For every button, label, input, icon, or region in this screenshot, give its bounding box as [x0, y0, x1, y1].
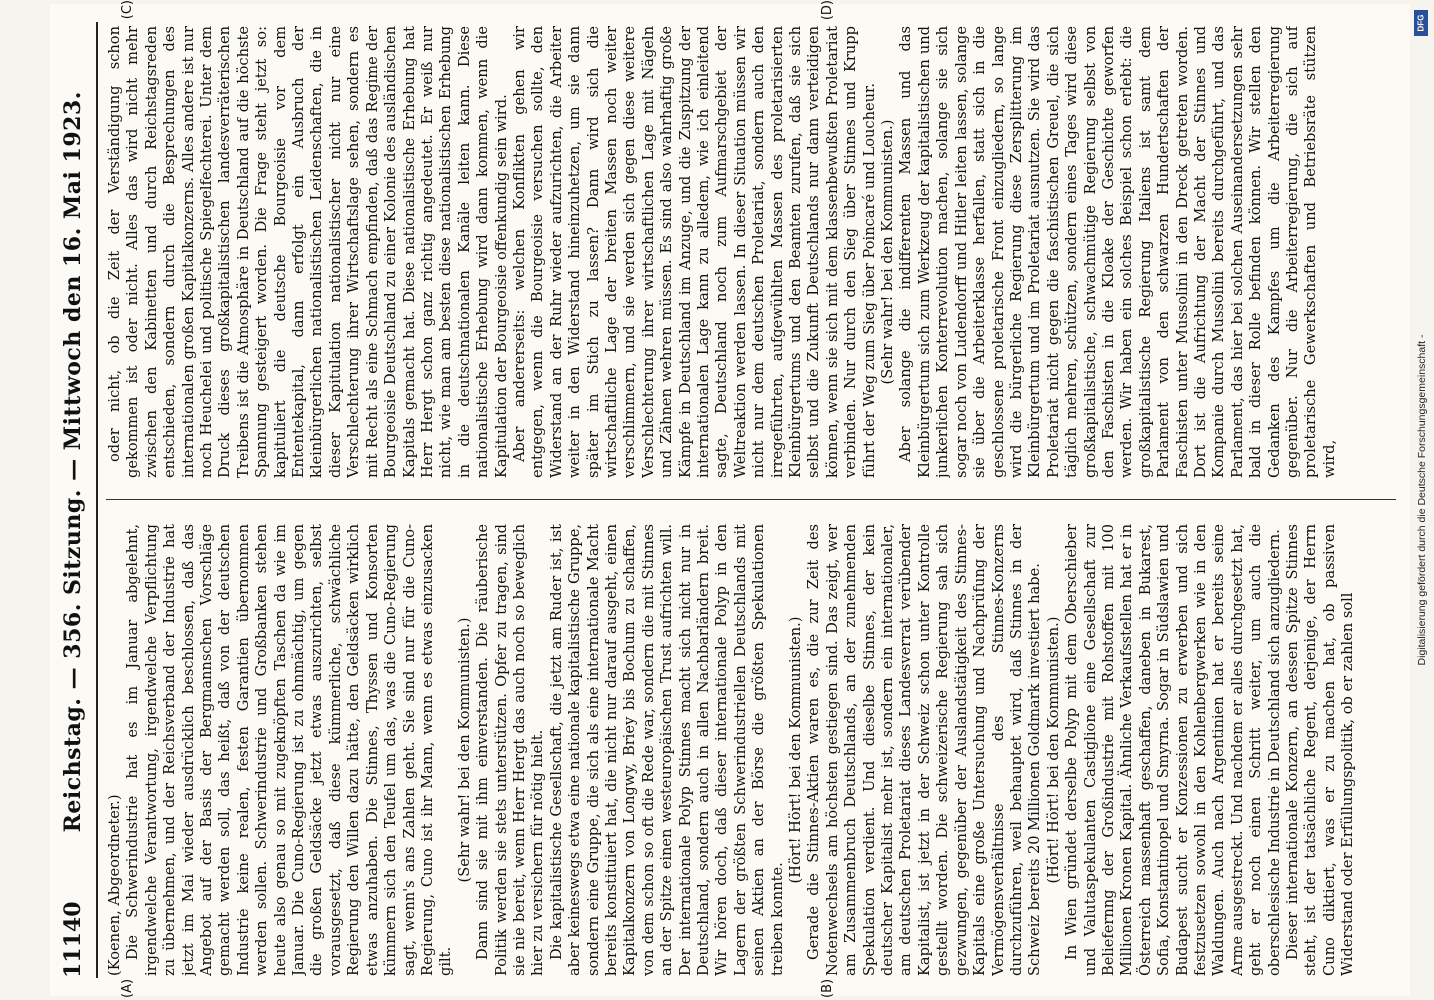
paragraph: oder nicht, ob die Zeit der Verständigung schon gekommen ist oder nicht. Alles das wird nicht mehr zwischen den Kabinetten und durch Reichstagsreden entschieden, sondern durch die Besprechungen des internationalen großen Kapitalkonzerns. Alles andere ist nur noch Heuchelei und politische Spiegelfechterei. Unter dem Druck dieses großkapitalistischen landesverräterischen Treibens ist die Atmosphäre in Deutschland auf die höchste Spannung gesteigert worden. Die Frage steht jetzt so: kapituliert die deutsche Bourgeoisie vor dem Ententekapital, dann erfolgt ein Ausbruch der kleinbürgerlichen nationalistischen Leidenschaften, die in dieser Kapitulation nationalistischer nicht nur eine Verschlechterung ihrer Wirtschaftslage sehen, sondern es mit Recht als eine Schmach empfinden, daß das Regime der Bourgeoisie Deutschland zu einer Kolonie des ausländischen Kapitals gemacht hat. Diese nationalistische Erhebung hat Herr Hergt schon ganz richtig angedeutet. Er weiß nur nicht, wie man am besten diese nationalistischen Erhebung in die deutschnationalen Kanäle leiten kann. Diese nationalistische Erhebung wird dann kommen, wenn die Kapitulation der Bourgeoisie offenkundig sein wird. — [106, 26, 510, 478]
left-text-column — [106, 524, 1400, 976]
paragraph: Gerade die Stinnes-Aktien waren es, die zur Zeit des Notenwechsels am höchsten gestiegen sind. Das zeigt, wer am Zusammenbruch Deutschlands, an der zunehmenden Spekulation verdient. Und dieselbe Stinnes, der kein deutscher Kapitalist mehr ist, sondern ein internationaler, am deutschen Proletariat dieses Landesverrat verübender Kapitalist, ist jetzt in der Schweiz schon unter Kontrolle gestellt worden. Die schweizerische Regierung sah sich gezwungen, gegenüber der Auslandstätigkeit des Stinnes-Kapitals eine große Untersuchung und Nachprüfung der Vermögensverhältnisse des Stinnes-Konzerns durchzuführen, weil behauptet wird, daß Stinnes in der Schweiz bereits 20 Millionen Goldmark investiert habe. — [805, 524, 1044, 976]
paragraph: Aber solange die indifferenten Massen und das Kleinbürgertum sich zum Werkzeug der kapitalistischen und junkerlichen Konterrevolution machen, solange sie sich sogar noch von Ludendorff und Hitler leiten lassen, solange sie über die Arbeiterklasse herfallen, statt sich in die geschlossene proletarische Front einzugliedern, so lange wird die bürgerliche Regierung diese Zersplitterung im Kleinbürgertum und im Proletariat ausnutzen. Sie wird das Proletariat nicht gegen die faschistischen Greuel, die sich täglich mehren, schützen, sondern eines Tages wird diese großkapitalistische, schwachmütige Regierung selbst von den Faschisten in die Kloake der Geschichte geworfen werden. Wir haben ein solches Beispiel schon erlebt: die großkapitalistische Regierung Italiens ist samt dem Parlament von den schwarzen Hundertschaften der Faschisten unter Mussolini in den Dreck getreten worden. Dort ist die Aufrichtung der Macht der Stinnes und Kompanie durch Mussolini bereits durchgeführt, und das Parlament, das hier bei solchen Auseinandersetzungen sehr bald in dieser Rolle befinden können. Wir stellen den Gedanken des Kampfes um die Arbeiterregierung gegenüber. Nur die Arbeiterregierung, die sich auf proletarische Gewerkschaften und Betriebsräte stützen wird, — [897, 26, 1338, 478]
paragraph: (Sehr wahr! bei den Kommunisten.) — [455, 617, 473, 883]
margin-marker-b: (B) — [820, 978, 835, 998]
right-text-column — [106, 26, 1400, 478]
margin-marker-d: (D) — [820, 0, 835, 21]
margin-marker-a: (A) — [120, 978, 135, 998]
paragraph: Die Schwerindustrie hat es im Januar abgelehnt, irgendwelche Verantwortung, irgendwelche Verpflichtung zu übernehmen, und der Reichsverband der Industrie hat jetzt im Mai wieder ausdrücklich beschlossen, daß das Angebot auf der Basis der Bergmannschen Vorschläge gemacht werden soll, das heißt, daß von der deutschen Industrie keine realen, festen Garantien übernommen werden sollen. Schwerindustrie und Großbanken stehen heute also genau so mit zugeknöpften Taschen da wie im Januar. Die Cuno-Regierung ist zu ohnmächtig, um gegen die großen Geldsäcke jetzt etwas auszurichten, selbst vorausgesetzt, daß diese kümmerliche, schwächliche Regierung den Willen dazu hätte, den Geldsäcken wirklich etwas anzuhaben. Die Stinnes, Thyssen und Konsorten kümmern sich den Teufel um das, was die Cuno-Regierung sagt, wenn's ans Zahlen geht. Sie sind nur für die Cuno-Regierung, Cuno ist ihr Mann, wenn es etwas einzusacken gilt. — [124, 524, 455, 976]
paragraph: Dann sind sie mit ihm einverstanden. Die räuberische Politik werden sie stets unterstützen. Opfer zu tragen, sind sie nie bereit, wenn Herr Hergt das auch noch so beweglich hier zu versichern für nötig hielt. — [474, 524, 547, 976]
paragraph: Aber andererseits: welchen Konflikten gehen wir entgegen, wenn die Bourgeoisie versuchen sollte, den Widerstand an der Ruhr wieder aufzurichten, die Arbeiter weiter in den Widerstand hineinzuhetzen, um sie dann später im Stich zu lassen? Dann wird sich die wirtschaftliche Lage der breiten Massen noch weiter verschlimmern, und sie werden sich gegen diese weitere Verschlechterung ihrer wirtschaftlichen Lage mit Nägeln und Zähnen wehren müssen. Es sind also wahrhaftig große Kämpfe in Deutschland im Anzuge, und die Zuspitzung der internationalen Lage kann zu alledem, wie ich einleitend sagte, Deutschland noch zum Aufmarschgebiet der Weltreaktion werden lassen. In dieser Situation müssen wir nicht nur dem deutschen Proletariat, sondern auch den irregeführten, aufgewühlten Massen des proletarisierten Kleinbürgertums und den Beamten zurufen, daß sie sich selbst und die Zukunft Deutschlands nur dann verteidigen können, wenn sie sich mit dem klassenbewußten Proletariat verbinden. Nur durch den Sieg über Stinnes und Krupp führt der Weg zum Sieg über Poincaré und Loucheur. — [510, 26, 878, 478]
page-header — [60, 22, 98, 978]
newspaper-page — [50, 0, 1410, 998]
session-title: Reichstag. — 356. Sitzung. — Mittwoch den 16. Mai 1923. — [60, 91, 86, 833]
digitization-credit — [1412, 10, 1432, 990]
margin-marker-c: (C) — [120, 0, 135, 20]
paragraph: In Wien gründet derselbe Polyp mit dem Oberschieber und Valutaspekulanten Castiglione eine Gesellschaft zur Beliefernng der Großindustrie mit Rohstoffen mit 100 Millionen Kronen Kapital. Ähnliche Verkaufsstellen hat er in Österreich massenhaft geschaffen, daneben in Bukarest, Sofia, Konstantinopel und Smyrna. Sogar in Südslawien und Budapest sucht er Konzessionen zu erwerben und sich festzusetzen sowohl in den Kohlenbergwerken wie in den Waldungen. Auch nach Argentinien hat er bereits seine Arme ausgestreckt. Und nachdem er alles durchgesetzt hat, geht er noch einen Schritt weiter, um auch die oberschlesische Industrie in Deutschland sich anzugliedern. — [1063, 524, 1283, 976]
page-number: 11140 — [60, 901, 86, 978]
paragraph: (Hört! Hört! bei den Kommunisten.) — [1044, 616, 1062, 884]
paragraph: (Sehr wahr! bei den Kommunisten.) — [879, 119, 897, 385]
paragraph: Die kapitalistische Gesellschaft, die jetzt am Ruder ist, ist aber keineswegs etwa eine nationale kapitalistische Gruppe, sondern eine Gruppe, die sich als eine internationale Macht bereits konstituiert hat, die nicht nur darauf ausgeht, einen Kapitalkonzern von Longwy, Briey bis Bochum zu schaffen, von dem schon so oft die Rede war, sondern die mit Stinnes an der Spitze einen westeuropäischen Trust aufrichten will. Der internationale Polyp Stinnes macht sich nicht nur in Deutschland, sondern auch in allen Nachbarländern breit. Wir hören doch, daß dieser internationale Polyp in den Lagern der größten Schwerindustriellen Deutschlands mit seinen Aktien an der Börse die größten Spekulationen treiben konnte. — [547, 524, 786, 976]
paragraph: (Hört! Hört! bei den Kommunisten.) — [787, 616, 805, 884]
paragraph: (Koenen, Abgeordneter.) — [106, 794, 123, 976]
paragraph: Dieser internationale Konzern, an dessen Spitze Stinnes steht, ist der tatsächliche Regent, derjenige, der Herrn Cuno diktiert, was er zu machen hat, ob passiven Widerstand oder Erfüllungspolitik, ob er zahlen soll — [1284, 524, 1357, 976]
credit-text: Digitalisierung gefördert durch die Deutsche Forschungsgemeinschaft - — [1416, 334, 1428, 666]
dfg-logo: DFG — [1414, 10, 1428, 36]
column-divider — [106, 499, 1396, 500]
rotated-page — [50, 0, 1410, 998]
